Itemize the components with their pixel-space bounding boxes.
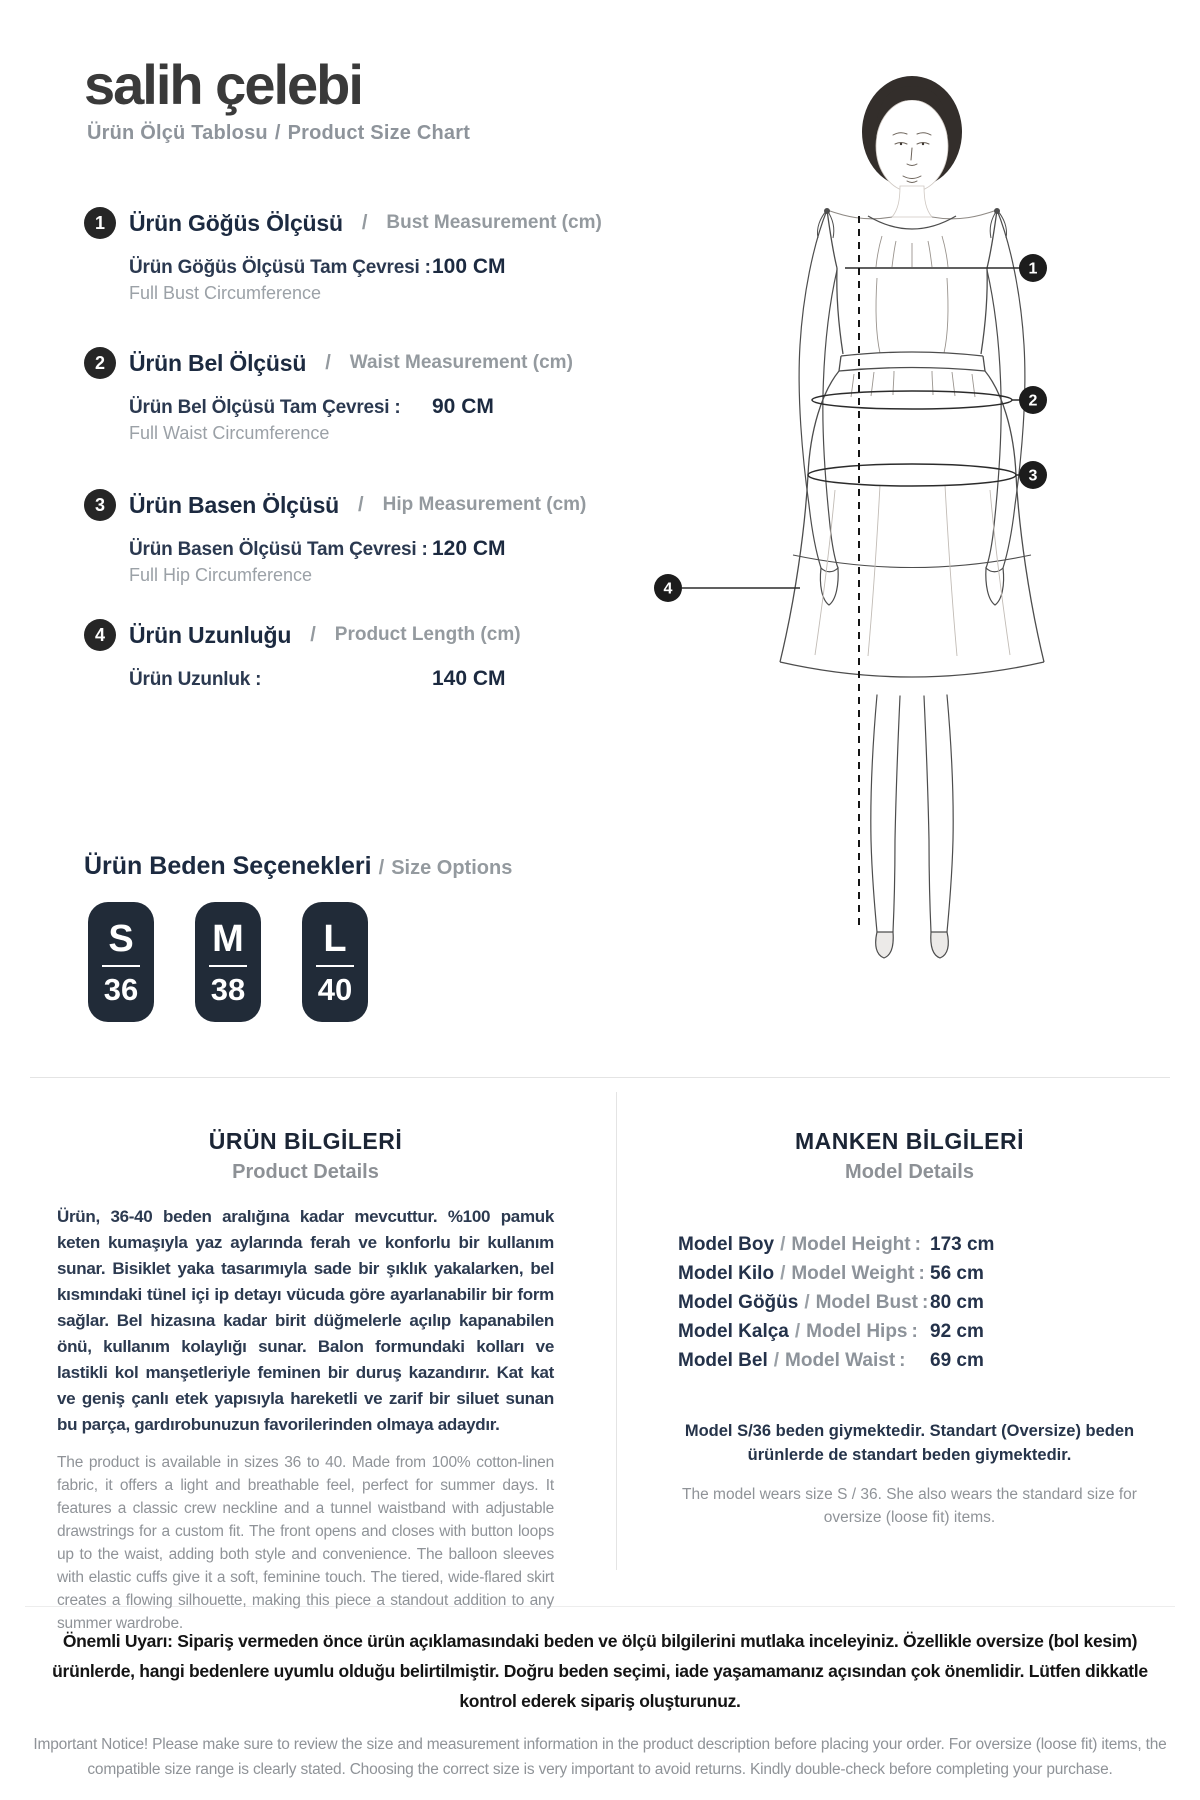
badge-divider [316, 965, 354, 967]
model-neck [892, 186, 932, 217]
measurement-title-en: Bust Measurement (cm) [386, 212, 602, 233]
separator: / [358, 493, 364, 516]
model-row-label-en: Model Hips [806, 1321, 908, 1342]
colon: : [899, 1350, 906, 1371]
measurement-label: Ürün Bel Ölçüsü Tam Çevresi : [129, 397, 401, 418]
title-separator: / [274, 122, 281, 144]
measurement-value: 100 CM [432, 255, 506, 278]
measurement-value: 140 CM [432, 667, 506, 690]
page-title-en: Product Size Chart [287, 122, 471, 144]
model-eye [900, 143, 902, 145]
model-row-value: 173 cm [930, 1234, 995, 1255]
separator: / [780, 1263, 786, 1284]
model-row-label-tr: Model Kalça [678, 1321, 789, 1342]
size-letter: M [212, 917, 244, 960]
callout-4 [654, 574, 682, 602]
model-row-label-en: Model Weight [791, 1263, 915, 1284]
product-description-en: The product is available in sizes 36 to 40. Made from 100% cotton-linen fabric, it offers a light and breathable feel, perfect for summer days. It features a classic crew neckline and a tunnel waistband with adjustable drawstrings for a custom fit. The front opens and closes with button loops up to the waist, adding both style and convenience. The balloon sleeves with elastic cuffs give it a soft, feminine touch. The tiered, wide-flared skirt creates a flowing silhouette, making this piece a standout addition to any summer wardrobe. [57, 1454, 554, 1632]
size-badges [88, 902, 368, 1022]
colon: : [922, 1292, 929, 1313]
size-options-title-en: Size Options [391, 857, 513, 879]
model-measurement-diagram [630, 40, 1060, 1000]
colon: : [911, 1321, 918, 1342]
product-info-title-tr: ÜRÜN BİLGİLERİ [208, 1128, 403, 1154]
size-options-title-tr: Ürün Beden Seçenekleri [84, 852, 372, 880]
measurement-value: 120 CM [432, 537, 506, 560]
measurement-sublabel: Full Hip Circumference [129, 565, 313, 585]
page-title [87, 122, 470, 145]
callout-number-badge: 3 [84, 489, 116, 521]
model-row-label-en: Model Bust [815, 1292, 918, 1313]
size-number: 40 [317, 971, 353, 1007]
size-number: 38 [210, 971, 246, 1007]
section-divider [30, 1077, 1170, 1078]
callout-4-number: 4 [663, 580, 673, 598]
important-notice-tr: Önemli Uyarı: Sipariş vermeden önce ürün açıklamasındaki beden ve ölçü bilgilerini mutlaka inceleyiniz. Özellikle oversize (bol kesim) ürünlerde, hangi bedenlere uyumlu olduğu belirtilmiştir. Doğru beden seçimi, iade yaşamamanız açısından çok önemlidir. Lütfen dikkatle kontrol ederek sipariş oluşturunuz. [52, 1631, 1148, 1711]
size-options-title [84, 852, 512, 881]
separator: / [780, 1234, 786, 1255]
model-size-note-tr: Model S/36 beden giymektedir. Standart (Oversize) beden ürünlerde de standart beden giymektedir. [684, 1422, 1135, 1464]
callout-3-number: 3 [1028, 467, 1038, 485]
dress-waistband [839, 352, 985, 371]
size-badge-m [195, 902, 261, 1022]
bodice-gathers [876, 236, 948, 353]
model-measurements-table [676, 1234, 1143, 1379]
callout-2-number: 2 [1028, 392, 1038, 410]
colon: : [918, 1263, 925, 1284]
size-number: 36 [103, 971, 139, 1007]
measurement-item-length [84, 618, 570, 691]
brand-logo: salih çelebi [84, 53, 362, 116]
separator: / [310, 623, 316, 646]
measurement-sublabel: Full Bust Circumference [129, 283, 322, 303]
separator: / [325, 351, 331, 374]
separator: / [378, 857, 385, 879]
model-legs [871, 695, 953, 958]
measurement-label: Ürün Basen Ölçüsü Tam Çevresi : [129, 539, 428, 560]
measurement-title-tr: Ürün Bel Ölçüsü [129, 349, 307, 376]
measurement-title-tr: Ürün Basen Ölçüsü [129, 491, 340, 518]
measurement-sublabel: Full Waist Circumference [129, 423, 330, 443]
model-info-section [676, 1128, 1143, 1529]
size-letter: S [108, 917, 134, 960]
measurement-title-tr: Ürün Uzunluğu [129, 621, 292, 648]
callout-number-badge: 4 [84, 619, 116, 651]
model-info-title-tr: MANKEN BİLGİLERİ [794, 1128, 1025, 1154]
callout-number-badge: 1 [84, 207, 116, 239]
model-row-value: 56 cm [930, 1263, 984, 1284]
waist-measure-ellipse [812, 391, 1012, 409]
measurement-label: Ürün Göğüs Ölçüsü Tam Çevresi : [129, 257, 431, 278]
measurement-item-waist [84, 346, 573, 444]
model-row-value: 80 cm [930, 1292, 984, 1313]
product-info-section [57, 1128, 554, 1635]
callout-1 [1019, 254, 1047, 282]
model-row-hips [678, 1321, 1143, 1350]
model-row-weight [678, 1263, 1143, 1292]
measurement-title-en: Waist Measurement (cm) [349, 352, 573, 373]
size-badge-l [302, 902, 368, 1022]
model-row-label-tr: Model Bel [678, 1350, 768, 1371]
product-description-tr: Ürün, 36-40 beden aralığına kadar mevcuttur. %100 pamuk keten kumaşıyla yaz aylarında ferah ve konforlu bir kullanım sunar. Bisiklet yaka tasarımıyla sade bir şıklık yakalarken, bel kısmındaki tünel içi ip detayı vücuda göre ayarlanabilir bir form sağlar. Bel hizasına kadar birit düğmelerle açılıp kapanabilen önü, kullanım kolaylığı sunar. Balon formundaki kolları ve lastikli kol manşetleriyle feminen bir duruş kazandırır. Kat kat ve geniş çanlı etek yapısıyla hareketli ve zarif bir siluet sunan bu parça, gardırobunuzun favorilerinden olmaya adaydır. [57, 1207, 554, 1434]
measurement-label: Ürün Uzunluk : [129, 669, 262, 690]
badge-divider [102, 965, 140, 967]
callout-number-badge: 2 [84, 347, 116, 379]
callout-2 [1019, 386, 1047, 414]
model-row-label-tr: Model Kilo [678, 1263, 775, 1284]
skirt-folds [815, 485, 1010, 656]
model-row-height [678, 1234, 1143, 1263]
size-letter: L [323, 917, 347, 960]
colon: : [914, 1234, 921, 1255]
measurement-item-bust [84, 206, 602, 304]
measurement-item-hip [84, 488, 587, 586]
measurement-title-tr: Ürün Göğüs Ölçüsü [129, 209, 343, 236]
skirt-gathers [851, 371, 975, 397]
model-row-value: 69 cm [930, 1350, 984, 1371]
product-info-title-en: Product Details [232, 1161, 379, 1183]
separator: / [361, 211, 368, 234]
dress-bodice [827, 210, 997, 354]
callout-3 [1019, 461, 1047, 489]
model-row-waist [678, 1350, 1143, 1379]
measurement-title-en: Hip Measurement (cm) [382, 494, 587, 515]
model-row-label-en: Model Height [791, 1234, 911, 1255]
callout-1-number: 1 [1028, 260, 1038, 278]
model-row-label-tr: Model Boy [678, 1234, 775, 1255]
measurement-title-en: Product Length (cm) [334, 624, 521, 645]
model-row-label-en: Model Waist [785, 1350, 896, 1371]
page-title-tr: Ürün Ölçü Tablosu [87, 122, 268, 144]
separator: / [804, 1292, 810, 1313]
separator: / [794, 1321, 801, 1342]
model-row-label-tr: Model Göğüs [678, 1292, 799, 1313]
model-info-title-en: Model Details [845, 1161, 974, 1183]
model-row-bust [678, 1292, 1143, 1321]
measurement-value: 90 CM [432, 395, 494, 418]
size-badge-s [88, 902, 154, 1022]
dress-skirt [780, 371, 1044, 677]
hip-measure-ellipse [808, 464, 1016, 486]
separator: / [773, 1350, 780, 1371]
badge-divider [209, 965, 247, 967]
model-arms [799, 210, 1025, 605]
model-eye [922, 143, 924, 145]
model-row-value: 92 cm [930, 1321, 984, 1342]
column-divider [616, 1092, 617, 1570]
model-size-note-en: The model wears size S / 36. She also wears the standard size for oversize (loose fit) items. [682, 1486, 1137, 1526]
important-notice-en: Important Notice! Please make sure to review the size and measurement information in the product description before placing your order. For oversize (loose fit) items, the compatible size range is clearly stated. Choosing the correct size is very important to avoid returns. Kindly double-check before completing your purchase. [33, 1736, 1167, 1778]
